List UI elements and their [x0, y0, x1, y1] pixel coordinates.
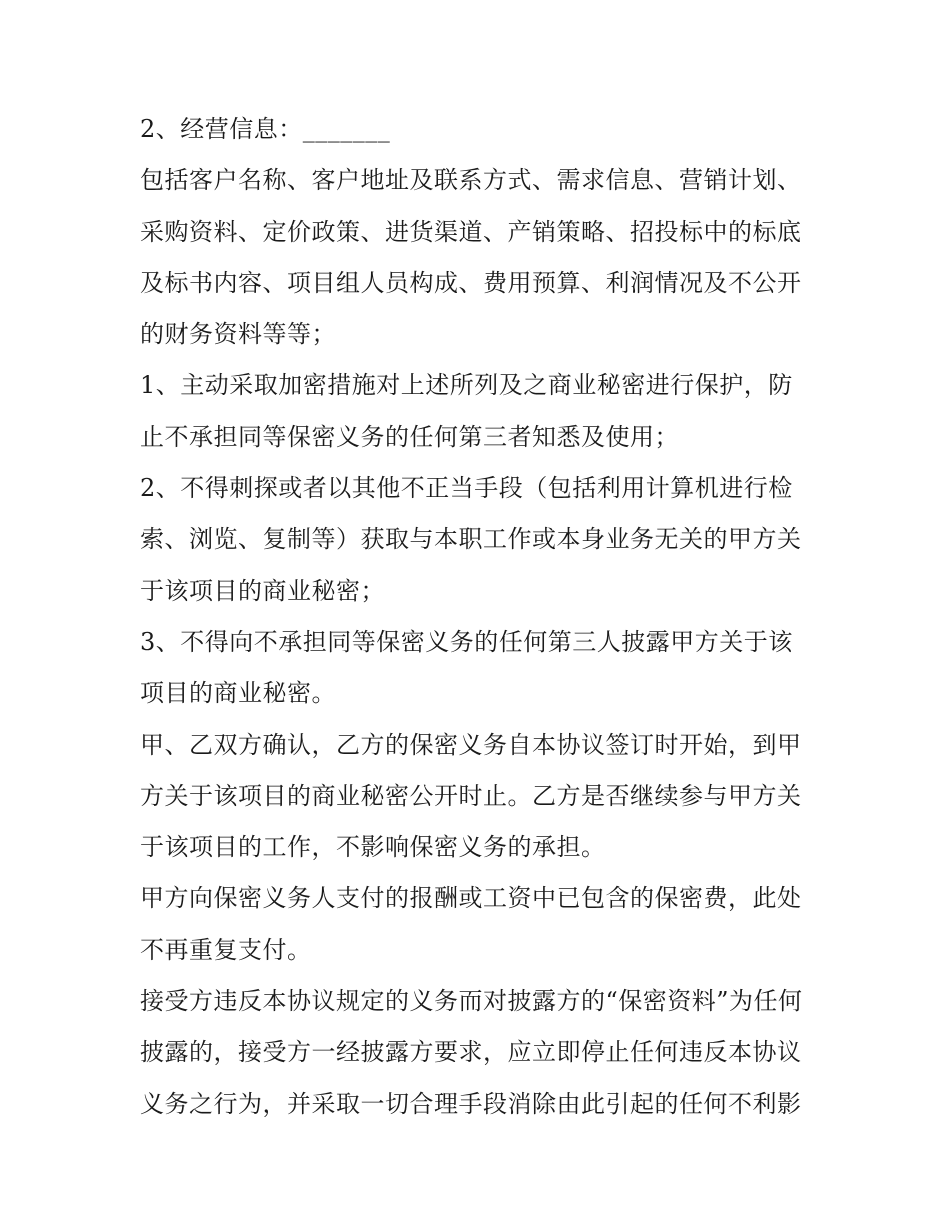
text-line: 披露的，接受方一经披露方要求，应立即停止任何违反本协议	[140, 1038, 802, 1067]
text-line: 及标书内容、项目组人员构成、费用预算、利润情况及不公开	[140, 268, 802, 297]
text-line: 1、主动采取加密措施对上述所列及之商业秘密进行保护，防	[140, 371, 793, 400]
text-line: 2、不得刺探或者以其他不正当手段（包括利用计算机进行检	[140, 474, 793, 503]
text-line: 甲方向保密义务人支付的报酬或工资中已包含的保密费，此处	[140, 884, 802, 913]
text-line: 止不承担同等保密义务的任何第三者知悉及使用；	[140, 422, 679, 451]
text-line: 不再重复支付。	[140, 935, 312, 964]
text-line: 的财务资料等等；	[140, 320, 336, 349]
document-body	[140, 104, 820, 1130]
text-line: 3、不得向不承担同等保密义务的任何第三人披露甲方关于该	[140, 627, 793, 656]
text-line: 接受方违反本协议规定的义务而对披露方的“保密资料”为任何	[140, 987, 803, 1016]
text-line: 义务之行为，并采取一切合理手段消除由此引起的任何不利影	[140, 1089, 802, 1118]
text-line: 包括客户名称、客户地址及联系方式、需求信息、营销计划、	[140, 166, 802, 195]
text-line: 于该项目的工作，不影响保密义务的承担。	[140, 833, 606, 862]
text-line: 索、浏览、复制等）获取与本职工作或本身业务无关的甲方关	[140, 525, 802, 554]
text-line: 采购资料、定价政策、进货渠道、产销策略、招投标中的标底	[140, 217, 802, 246]
text-line: 甲、乙双方确认，乙方的保密义务自本协议签订时开始，到甲	[140, 730, 802, 759]
text-line: 2、经营信息：_______	[140, 115, 391, 143]
text-line: 项目的商业秘密。	[140, 679, 336, 708]
text-line: 方关于该项目的商业秘密公开时止。乙方是否继续参与甲方关	[140, 781, 802, 810]
text-line: 于该项目的商业秘密；	[140, 576, 385, 605]
